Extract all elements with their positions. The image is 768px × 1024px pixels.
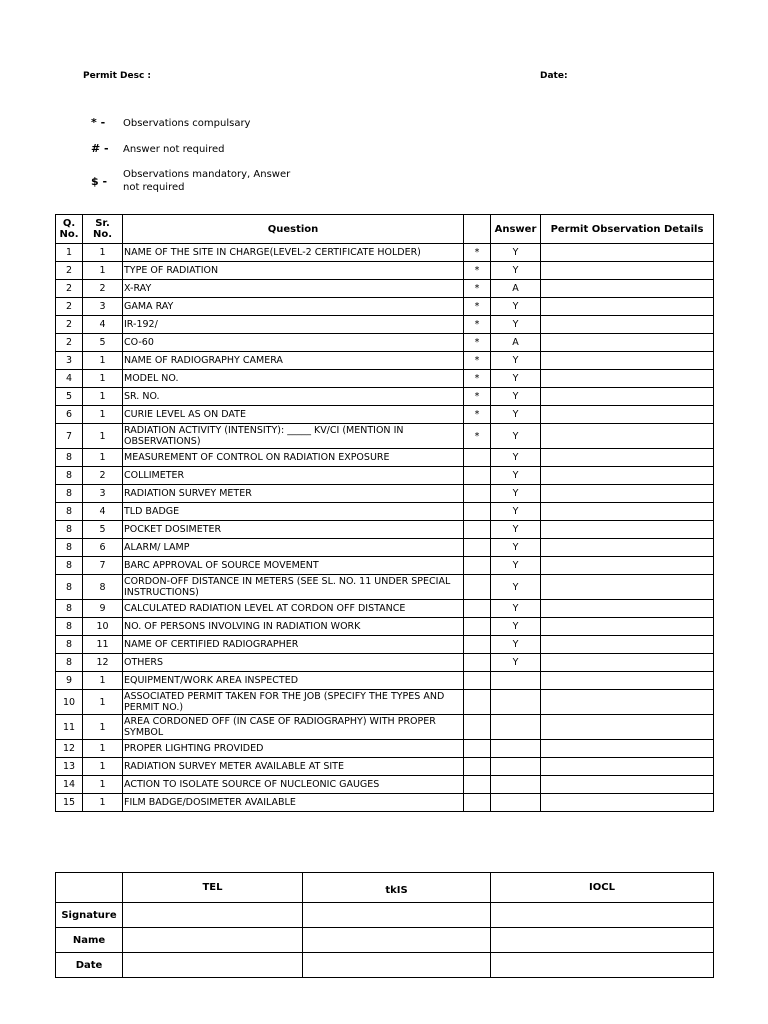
table-row: [56, 280, 714, 298]
cell-qno: 7: [56, 424, 83, 449]
legend-text-not-required: Answer not required: [123, 144, 225, 155]
header-details: Permit Observation Details: [541, 215, 714, 244]
cell-question: GAMA RAY: [123, 298, 464, 316]
cell-qno: 8: [56, 618, 83, 636]
cell-srno: 1: [83, 262, 123, 280]
cell-qno: 15: [56, 794, 83, 812]
cell-answer: Y: [491, 467, 541, 485]
table-row: [56, 740, 714, 758]
table-row: [56, 600, 714, 618]
cell-answer: A: [491, 334, 541, 352]
cell-qno: 8: [56, 575, 83, 600]
table-row: [56, 503, 714, 521]
cell-answer: Y: [491, 244, 541, 262]
cell-qno: 3: [56, 352, 83, 370]
cell-mark: *: [464, 280, 491, 298]
header-srno: Sr. No.: [83, 215, 123, 244]
legend-text-mandatory: Observations mandatory, Answer not required: [123, 169, 291, 193]
cell-srno: 1: [83, 740, 123, 758]
date-cell-iocl[interactable]: [491, 953, 714, 978]
table-row: [56, 636, 714, 654]
cell-srno: 1: [83, 449, 123, 467]
cell-qno: 9: [56, 672, 83, 690]
cell-details[interactable]: [541, 244, 714, 262]
cell-mark: [464, 575, 491, 600]
cell-answer: [491, 690, 541, 715]
cell-srno: 1: [83, 388, 123, 406]
cell-question: ACTION TO ISOLATE SOURCE OF NUCLEONIC GAUGES: [123, 776, 464, 794]
date-label: Date:: [540, 71, 568, 81]
cell-question: BARC APPROVAL OF SOURCE MOVEMENT: [123, 557, 464, 575]
cell-mark: [464, 794, 491, 812]
cell-details[interactable]: [541, 503, 714, 521]
cell-qno: 11: [56, 715, 83, 740]
cell-srno: 10: [83, 618, 123, 636]
cell-question: COLLIMETER: [123, 467, 464, 485]
table-row: [56, 618, 714, 636]
table-row: [56, 316, 714, 334]
cell-mark: [464, 776, 491, 794]
cell-answer: Y: [491, 557, 541, 575]
cell-details[interactable]: [541, 406, 714, 424]
cell-question: NO. OF PERSONS INVOLVING IN RADIATION WORK: [123, 618, 464, 636]
signature-row-label: Signature: [56, 903, 123, 928]
table-row: [56, 776, 714, 794]
signature-cell-iocl[interactable]: [491, 903, 714, 928]
signature-col-tkis: tkIS: [303, 873, 491, 903]
cell-answer: Y: [491, 636, 541, 654]
signature-corner-cell: [56, 873, 123, 903]
cell-mark: [464, 539, 491, 557]
cell-question: PROPER LIGHTING PROVIDED: [123, 740, 464, 758]
table-row: [56, 244, 714, 262]
table-row: [56, 406, 714, 424]
table-row: [56, 467, 714, 485]
cell-question: EQUIPMENT/WORK AREA INSPECTED: [123, 672, 464, 690]
cell-details[interactable]: [541, 575, 714, 600]
cell-srno: 1: [83, 715, 123, 740]
cell-mark: *: [464, 352, 491, 370]
table-row: [56, 557, 714, 575]
cell-details[interactable]: [541, 557, 714, 575]
cell-details[interactable]: [541, 485, 714, 503]
cell-srno: 4: [83, 316, 123, 334]
table-row: [56, 539, 714, 557]
cell-details[interactable]: [541, 600, 714, 618]
cell-mark: *: [464, 370, 491, 388]
cell-details[interactable]: [541, 618, 714, 636]
cell-question: RADIATION SURVEY METER AVAILABLE AT SITE: [123, 758, 464, 776]
cell-answer: Y: [491, 388, 541, 406]
cell-qno: 2: [56, 316, 83, 334]
cell-qno: 8: [56, 485, 83, 503]
cell-details[interactable]: [541, 449, 714, 467]
cell-details[interactable]: [541, 758, 714, 776]
cell-question: RADIATION SURVEY METER: [123, 485, 464, 503]
cell-question: CORDON-OFF DISTANCE IN METERS (SEE SL. NO. 11 UNDER SPECIAL INSTRUCTIONS): [123, 575, 464, 600]
date-cell-tel[interactable]: [123, 953, 303, 978]
cell-srno: 5: [83, 334, 123, 352]
cell-details[interactable]: [541, 334, 714, 352]
cell-mark: *: [464, 334, 491, 352]
cell-srno: 1: [83, 244, 123, 262]
name-cell-tel[interactable]: [123, 928, 303, 953]
cell-srno: 11: [83, 636, 123, 654]
cell-answer: Y: [491, 370, 541, 388]
header-question: Question: [123, 215, 464, 244]
table-row: [56, 334, 714, 352]
cell-question: FILM BADGE/DOSIMETER AVAILABLE: [123, 794, 464, 812]
cell-question: MEASUREMENT OF CONTROL ON RADIATION EXPOSURE: [123, 449, 464, 467]
cell-answer: [491, 794, 541, 812]
cell-mark: [464, 467, 491, 485]
table-row: [56, 575, 714, 600]
cell-mark: [464, 690, 491, 715]
cell-question: SR. NO.: [123, 388, 464, 406]
cell-srno: 1: [83, 406, 123, 424]
cell-mark: *: [464, 424, 491, 449]
cell-qno: 8: [56, 521, 83, 539]
cell-mark: *: [464, 316, 491, 334]
cell-srno: 9: [83, 600, 123, 618]
cell-srno: 1: [83, 424, 123, 449]
cell-answer: Y: [491, 406, 541, 424]
cell-answer: Y: [491, 618, 541, 636]
cell-mark: [464, 618, 491, 636]
cell-answer: Y: [491, 575, 541, 600]
signature-col-iocl: IOCL: [491, 873, 714, 903]
signature-row: [56, 903, 714, 928]
header-mark: [464, 215, 491, 244]
table-row: [56, 672, 714, 690]
cell-srno: 3: [83, 485, 123, 503]
cell-mark: [464, 636, 491, 654]
table-row: [56, 654, 714, 672]
cell-question: POCKET DOSIMETER: [123, 521, 464, 539]
cell-details[interactable]: [541, 636, 714, 654]
date-row: [56, 953, 714, 978]
legend-symbol-compulsory: * -: [91, 116, 106, 129]
cell-mark: [464, 672, 491, 690]
cell-mark: [464, 449, 491, 467]
cell-answer: [491, 776, 541, 794]
cell-details[interactable]: [541, 467, 714, 485]
cell-srno: 1: [83, 758, 123, 776]
signature-col-tel: TEL: [123, 873, 303, 903]
name-cell-tkis[interactable]: [303, 928, 491, 953]
table-row: [56, 370, 714, 388]
cell-question: RADIATION ACTIVITY (INTENSITY): _____ KV/CI (MENTION IN OBSERVATIONS): [123, 424, 464, 449]
cell-details[interactable]: [541, 298, 714, 316]
cell-details[interactable]: [541, 521, 714, 539]
cell-qno: 8: [56, 654, 83, 672]
cell-qno: 2: [56, 298, 83, 316]
cell-mark: *: [464, 298, 491, 316]
cell-srno: 1: [83, 776, 123, 794]
cell-mark: *: [464, 262, 491, 280]
cell-mark: *: [464, 406, 491, 424]
cell-question: ALARM/ LAMP: [123, 539, 464, 557]
cell-answer: [491, 715, 541, 740]
cell-details[interactable]: [541, 672, 714, 690]
table-row: [56, 485, 714, 503]
name-row-label: Name: [56, 928, 123, 953]
cell-mark: [464, 557, 491, 575]
cell-details[interactable]: [541, 370, 714, 388]
date-row-label: Date: [56, 953, 123, 978]
permit-desc-label: Permit Desc :: [83, 71, 152, 81]
cell-mark: [464, 758, 491, 776]
table-row: [56, 298, 714, 316]
cell-question: X-RAY: [123, 280, 464, 298]
cell-answer: Y: [491, 539, 541, 557]
cell-srno: 8: [83, 575, 123, 600]
cell-answer: Y: [491, 352, 541, 370]
cell-answer: Y: [491, 449, 541, 467]
table-row: [56, 715, 714, 740]
cell-qno: 5: [56, 388, 83, 406]
signature-cell-tel[interactable]: [123, 903, 303, 928]
table-row: [56, 424, 714, 449]
name-row: [56, 928, 714, 953]
cell-srno: 7: [83, 557, 123, 575]
cell-details[interactable]: [541, 316, 714, 334]
cell-mark: *: [464, 388, 491, 406]
header-answer: Answer: [491, 215, 541, 244]
cell-details[interactable]: [541, 262, 714, 280]
date-cell-tkis[interactable]: [303, 953, 491, 978]
cell-question: IR-192/: [123, 316, 464, 334]
cell-details[interactable]: [541, 776, 714, 794]
cell-srno: 2: [83, 280, 123, 298]
cell-details[interactable]: [541, 424, 714, 449]
cell-answer: A: [491, 280, 541, 298]
cell-srno: 1: [83, 370, 123, 388]
table-row: [56, 262, 714, 280]
cell-qno: 10: [56, 690, 83, 715]
cell-qno: 8: [56, 557, 83, 575]
cell-answer: Y: [491, 654, 541, 672]
cell-details[interactable]: [541, 654, 714, 672]
cell-qno: 4: [56, 370, 83, 388]
checklist-body: [56, 244, 714, 812]
table-row: [56, 794, 714, 812]
cell-details[interactable]: [541, 539, 714, 557]
signature-cell-tkis[interactable]: [303, 903, 491, 928]
cell-qno: 1: [56, 244, 83, 262]
cell-qno: 14: [56, 776, 83, 794]
cell-srno: 1: [83, 352, 123, 370]
table-row: [56, 521, 714, 539]
cell-answer: Y: [491, 503, 541, 521]
cell-question: CO-60: [123, 334, 464, 352]
cell-mark: [464, 521, 491, 539]
table-row: [56, 449, 714, 467]
cell-srno: 5: [83, 521, 123, 539]
cell-mark: *: [464, 244, 491, 262]
cell-mark: [464, 503, 491, 521]
cell-qno: 8: [56, 503, 83, 521]
cell-srno: 12: [83, 654, 123, 672]
legend-symbol-mandatory: $ -: [91, 175, 108, 188]
cell-question: NAME OF RADIOGRAPHY CAMERA: [123, 352, 464, 370]
legend-text-compulsory: Observations compulsary: [123, 118, 251, 129]
cell-details[interactable]: [541, 715, 714, 740]
cell-question: CURIE LEVEL AS ON DATE: [123, 406, 464, 424]
table-row: [56, 352, 714, 370]
cell-question: TYPE OF RADIATION: [123, 262, 464, 280]
cell-answer: [491, 672, 541, 690]
legend-symbol-not-required: # -: [91, 142, 109, 155]
cell-qno: 8: [56, 600, 83, 618]
cell-details[interactable]: [541, 740, 714, 758]
cell-qno: 12: [56, 740, 83, 758]
cell-details[interactable]: [541, 690, 714, 715]
signature-table: [55, 872, 714, 978]
cell-qno: 8: [56, 539, 83, 557]
cell-answer: Y: [491, 485, 541, 503]
cell-srno: 1: [83, 672, 123, 690]
cell-mark: [464, 485, 491, 503]
checklist-table: [55, 214, 714, 812]
cell-answer: Y: [491, 424, 541, 449]
header-qno: Q. No.: [56, 215, 83, 244]
cell-answer: [491, 740, 541, 758]
signature-header-row: [56, 873, 714, 903]
cell-qno: 8: [56, 449, 83, 467]
cell-answer: Y: [491, 298, 541, 316]
cell-question: MODEL NO.: [123, 370, 464, 388]
cell-mark: [464, 654, 491, 672]
cell-question: TLD BADGE: [123, 503, 464, 521]
cell-srno: 3: [83, 298, 123, 316]
cell-question: OTHERS: [123, 654, 464, 672]
cell-details[interactable]: [541, 794, 714, 812]
cell-qno: 2: [56, 262, 83, 280]
cell-qno: 2: [56, 334, 83, 352]
cell-srno: 1: [83, 794, 123, 812]
cell-answer: Y: [491, 262, 541, 280]
cell-question: AREA CORDONED OFF (IN CASE OF RADIOGRAPHY) WITH PROPER SYMBOL: [123, 715, 464, 740]
cell-srno: 6: [83, 539, 123, 557]
table-row: [56, 388, 714, 406]
cell-details[interactable]: [541, 280, 714, 298]
cell-qno: 6: [56, 406, 83, 424]
cell-answer: Y: [491, 316, 541, 334]
cell-qno: 8: [56, 636, 83, 654]
checklist-header-row: [56, 215, 714, 244]
cell-question: NAME OF THE SITE IN CHARGE(LEVEL-2 CERTIFICATE HOLDER): [123, 244, 464, 262]
cell-srno: 1: [83, 690, 123, 715]
cell-answer: [491, 758, 541, 776]
cell-question: NAME OF CERTIFIED RADIOGRAPHER: [123, 636, 464, 654]
cell-qno: 2: [56, 280, 83, 298]
cell-mark: [464, 715, 491, 740]
table-row: [56, 758, 714, 776]
cell-details[interactable]: [541, 388, 714, 406]
cell-mark: [464, 740, 491, 758]
cell-srno: 2: [83, 467, 123, 485]
cell-question: CALCULATED RADIATION LEVEL AT CORDON OFF DISTANCE: [123, 600, 464, 618]
table-row: [56, 690, 714, 715]
name-cell-iocl[interactable]: [491, 928, 714, 953]
cell-qno: 8: [56, 467, 83, 485]
cell-question: ASSOCIATED PERMIT TAKEN FOR THE JOB (SPECIFY THE TYPES AND PERMIT NO.): [123, 690, 464, 715]
cell-answer: Y: [491, 600, 541, 618]
cell-answer: Y: [491, 521, 541, 539]
cell-mark: [464, 600, 491, 618]
cell-srno: 4: [83, 503, 123, 521]
cell-qno: 13: [56, 758, 83, 776]
cell-details[interactable]: [541, 352, 714, 370]
